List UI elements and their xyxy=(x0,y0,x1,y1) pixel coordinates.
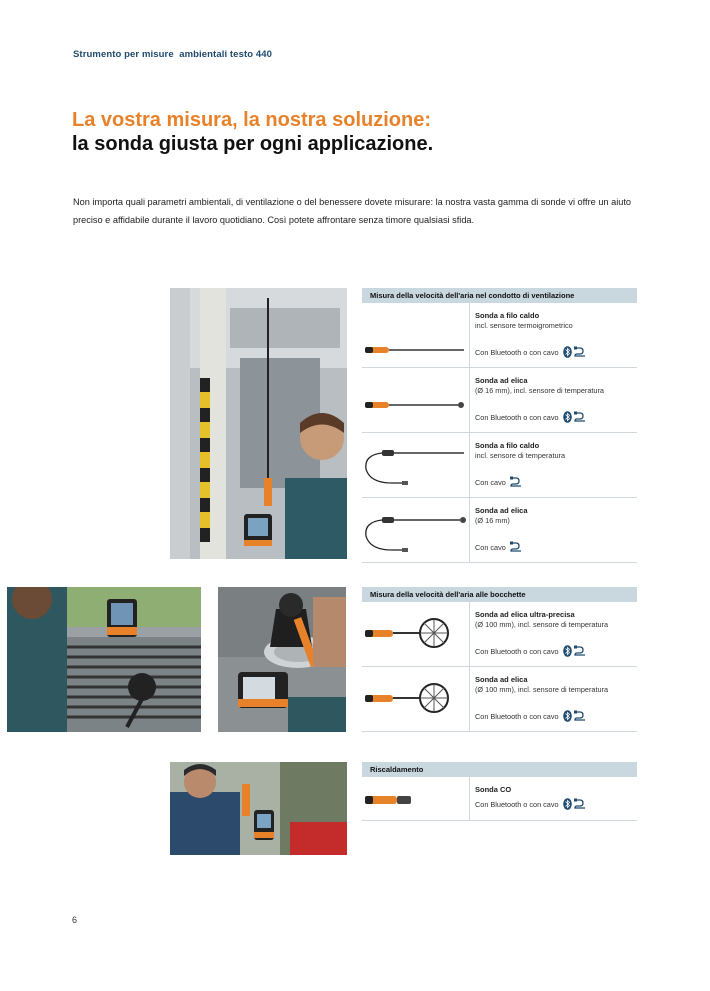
probe-name: Sonda ad elica ultra-precisa xyxy=(475,610,575,619)
photo-floor-grille xyxy=(7,587,201,732)
connectivity-label: Con Bluetooth o con cavo xyxy=(475,646,559,656)
section-title: Riscaldamento xyxy=(362,762,637,777)
probe-description: incl. sensore termoigrometrico xyxy=(475,321,573,330)
bluetooth-icon xyxy=(563,710,572,722)
cable-icon xyxy=(574,411,587,423)
cable-icon xyxy=(574,710,587,722)
section-vent-velocity xyxy=(362,587,637,732)
probe-name: Sonda ad elica xyxy=(475,675,528,684)
probe-description: (Ø 16 mm) xyxy=(475,516,510,525)
running-header: Strumento per misure ambientali testo 440 xyxy=(73,49,273,60)
connectivity-label: Con Bluetooth o con cavo xyxy=(475,711,559,721)
probe-name: Sonda a filo caldo xyxy=(475,311,540,320)
connectivity-label: Con cavo xyxy=(475,542,506,552)
section-heating xyxy=(362,762,637,821)
section-title: Misura della velocità dell'aria nel condotto di ventilazione xyxy=(362,288,637,303)
hot-wire-probe-cable-icon xyxy=(362,433,470,497)
probe-description: (Ø 16 mm), incl. sensore di temperatura xyxy=(475,386,604,395)
probe-row xyxy=(362,777,637,821)
probe-name: Sonda CO xyxy=(475,785,512,794)
probe-description: (Ø 100 mm), incl. sensore di temperatura xyxy=(475,620,609,629)
cable-icon xyxy=(510,476,523,488)
bluetooth-icon xyxy=(563,411,572,423)
vane-probe-100-icon xyxy=(362,667,470,731)
hot-wire-probe-icon xyxy=(362,303,470,367)
photo-diffuser-measurement xyxy=(218,587,346,732)
connectivity-label: Con Bluetooth o con cavo xyxy=(475,799,559,809)
bluetooth-icon xyxy=(563,346,572,358)
connectivity-label: Con cavo xyxy=(475,477,506,487)
page-number: 6 xyxy=(72,915,78,925)
cable-icon xyxy=(574,798,587,810)
headline-line-2: la sonda giusta per ogni applicazione. xyxy=(72,133,434,155)
probe-name: Sonda a filo caldo xyxy=(475,441,540,450)
intro-paragraph: Non importa quali parametri ambientali, di ventilazione o del benessere dovete misurare: la nostra vasta gamma di sonde vi offre un aiuto preciso e affidabile durante il lavoro quotidiano. Così potete affrontare senza timore qualsiasi sfida. xyxy=(73,197,632,225)
probe-description: incl. sensore di temperatura xyxy=(475,451,566,460)
probe-row xyxy=(362,303,637,368)
photo-duct-measurement xyxy=(170,288,347,559)
probe-row xyxy=(362,498,637,563)
probe-name: Sonda ad elica xyxy=(475,376,528,385)
photo-heating-measurement xyxy=(170,762,347,855)
probe-description: (Ø 100 mm), incl. sensore di temperatura xyxy=(475,685,609,694)
bluetooth-icon xyxy=(563,645,572,657)
vane-probe-16-icon xyxy=(362,368,470,432)
probe-row xyxy=(362,667,637,732)
cable-icon xyxy=(574,346,587,358)
vane-probe-100-precise-icon xyxy=(362,602,470,666)
connectivity-label: Con Bluetooth o con cavo xyxy=(475,347,559,357)
probe-row xyxy=(362,368,637,433)
headline-line-1: La vostra misura, la nostra soluzione: xyxy=(72,109,431,131)
cable-icon xyxy=(510,541,523,553)
probe-row xyxy=(362,433,637,498)
connectivity-label: Con Bluetooth o con cavo xyxy=(475,412,559,422)
vane-probe-16-cable-icon xyxy=(362,498,470,562)
section-title: Misura della velocità dell'aria alle bocchette xyxy=(362,587,637,602)
cable-icon xyxy=(574,645,587,657)
probe-name: Sonda ad elica xyxy=(475,506,528,515)
section-duct-velocity xyxy=(362,288,637,563)
co-probe-icon xyxy=(362,777,470,820)
page-headline xyxy=(72,108,433,156)
bluetooth-icon xyxy=(563,798,572,810)
probe-row xyxy=(362,602,637,667)
